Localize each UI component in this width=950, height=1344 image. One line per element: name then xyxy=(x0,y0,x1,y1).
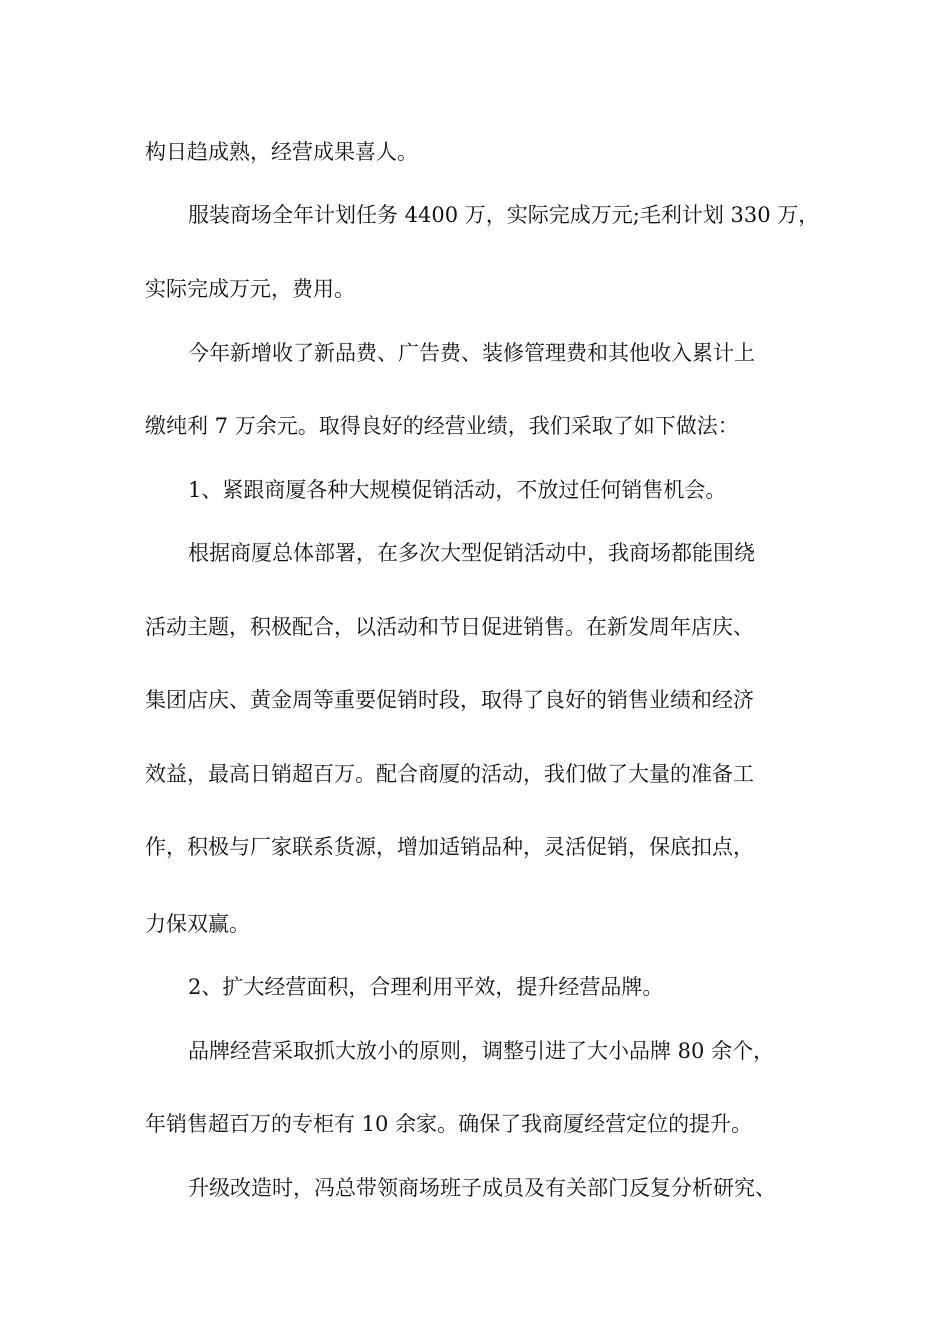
text-line: 作，积极与厂家联系货源，增加适销品种，灵活促销，保底扣点， xyxy=(145,835,754,859)
text-line: 根据商厦总体部署，在多次大型促销活动中，我商场都能围绕 xyxy=(188,541,755,565)
text-line: 品牌经营采取抓大放小的原则，调整引进了大小品牌 80 余个， xyxy=(188,1039,775,1063)
text-line: 活动主题，积极配合，以活动和节日促进销售。在新发周年店庆、 xyxy=(145,615,754,639)
section-heading: 1、紧跟商厦各种大规模促销活动，不放过任何销售机会。 xyxy=(188,478,727,502)
text-line: 升级改造时，冯总带领商场班子成员及有关部门反复分析研究、 xyxy=(188,1176,776,1200)
text-line: 实际完成万元，费用。 xyxy=(145,277,355,301)
text-line: 缴纯利 7 万余元。取得良好的经营业绩，我们采取了如下做法： xyxy=(145,414,739,438)
section-heading: 2、扩大经营面积，合理利用平效，提升经营品牌。 xyxy=(188,975,664,999)
text-line: 今年新增收了新品费、广告费、装修管理费和其他收入累计上 xyxy=(188,341,755,365)
text-line: 集团店庆、黄金周等重要促销时段，取得了良好的销售业绩和经济 xyxy=(145,688,754,712)
text-line: 服装商场全年计划任务 4400 万，实际完成万元;毛利计划 330 万， xyxy=(188,203,820,227)
text-line: 年销售超百万的专柜有 10 余家。确保了我商厦经营定位的提升。 xyxy=(145,1112,753,1136)
text-line: 构日趋成熟，经营成果喜人。 xyxy=(145,140,418,164)
text-line: 力保双赢。 xyxy=(145,912,250,936)
text-line: 效益，最高日销超百万。配合商厦的活动，我们做了大量的准备工 xyxy=(145,762,754,786)
